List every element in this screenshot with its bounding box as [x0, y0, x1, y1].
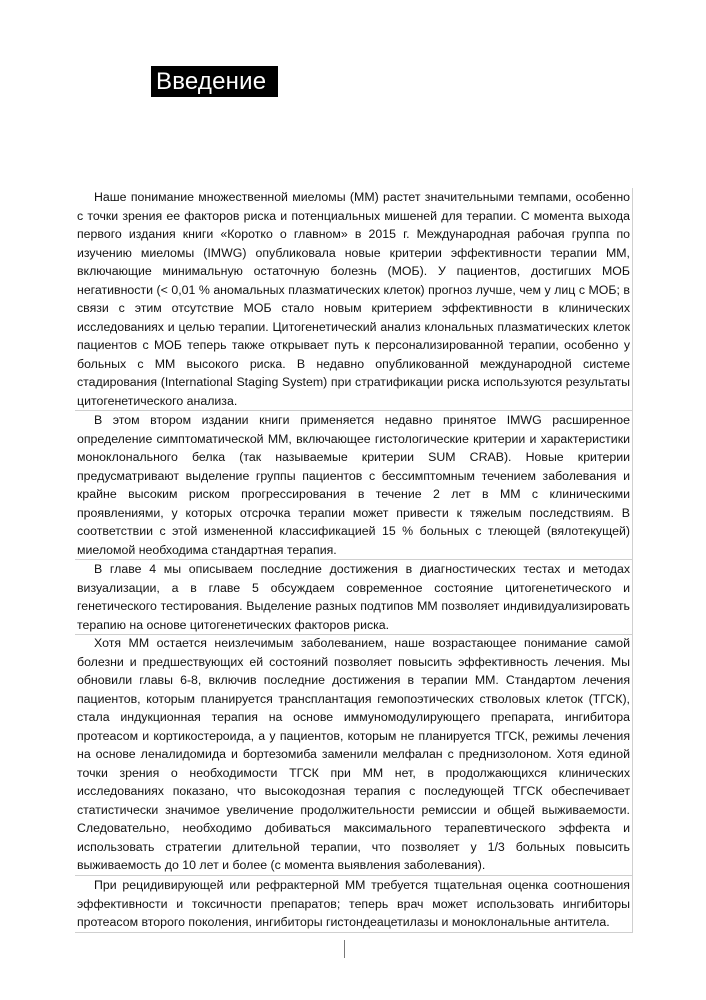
page-number-divider — [344, 940, 345, 958]
page-title: Введение — [151, 66, 278, 97]
paragraph-4: Хотя ММ остается неизлечимым заболеванием, наше возрастающее понимание самой болезни и предшествующих ей состояний позволяет повысить эффективность лечения. Мы обновили главы 6-8, включив последние достижения в терапии ММ. Стандартом лечения пациентов, которым планируется трансплантация гемопоэтических стволовых клеток (ТГСК), стала индукционная терапия на основе иммуномодулирующего препарата, ингибитора протеасом и кортикостероида, а у пациентов, которым не планируется ТГСК, режимы лечения на основе леналидомида и бортезомиба заменили мелфалан с преднизолоном. Хотя единой точки зрения о необходимости ТГСК при ММ нет, в продолжающихся клинических исследованиях показано, что высокодозная терапия с последующей ТГСК обеспечивает статистически значимое увеличение продолжительности ремиссии и общей выживаемости. Следовательно, необходимо добиваться максимального терапевтического эффекта и использовать стратегии длительной терапии, что позволяет у 1/3 больных повысить выживаемость до 10 лет и более (с момента выявления заболевания). — [75, 634, 633, 876]
paragraph-2: В этом втором издании книги применяется недавно принятое IMWG расширенное определение симптоматической ММ, включающее гистологические критерии и характеристики моноклонального белка (так называемые критерии SUM CRAB). Новые критерии предусматривают выделение группы пациентов с бессимптомным течением заболевания и крайне высоким риском прогрессирования в течение 2 лет в ММ с клиническими проявлениями, у которых отсрочка терапии может привести к тяжелым последствиям. В соответствии с этой измененной классификацией 15 % больных с тлеющей (вялотекущей) миеломой необходима стандартная терапия. — [75, 411, 633, 560]
paragraph-3: В главе 4 мы описываем последние достижения в диагностических тестах и методах визуализации, а в главе 5 обсуждаем современное состояние цитогенетического и генетического тестирования. Выделение разных подтипов ММ позволяет индивидуализировать терапию на основе цитогенетических факторов риска. — [75, 560, 633, 635]
paragraph-5: При рецидивирующей или рефрактерной ММ требуется тщательная оценка соотношения эффективности и токсичности препаратов; теперь врач может использовать ингибиторы протеасом второго поколения, ингибиторы гистондеацетилазы и моноклональные антитела. — [75, 876, 633, 933]
paragraph-1: Наше понимание множественной миеломы (ММ) растет значительными темпами, особенно с точки зрения ее факторов риска и потенциальных мишеней для терапии. С момента выхода первого издания книги «Коротко о главном» в 2015 г. Международная рабочая группа по изучению миеломы (IMWG) опубликовала новые критерии эффективности терапии ММ, включающие минимальную остаточную болезнь (МОБ). У пациентов, достигших МОБ негативности (< 0,01 % аномальных плазматических клеток) прогноз лучше, чем у лиц с МОБ; в связи с этим отсутствие МОБ стало новым критерием эффективности в клинических исследованиях и целью терапии. Цитогенетический анализ клональных плазматических клеток пациентов с МОБ теперь также открывает путь к персонализированной терапии, особенно у больных с ММ высокого риска. В недавно опубликованной международной системе стадирования (International Staging System) при стратификации риска используются результаты цитогенетического анализа. — [75, 188, 633, 411]
